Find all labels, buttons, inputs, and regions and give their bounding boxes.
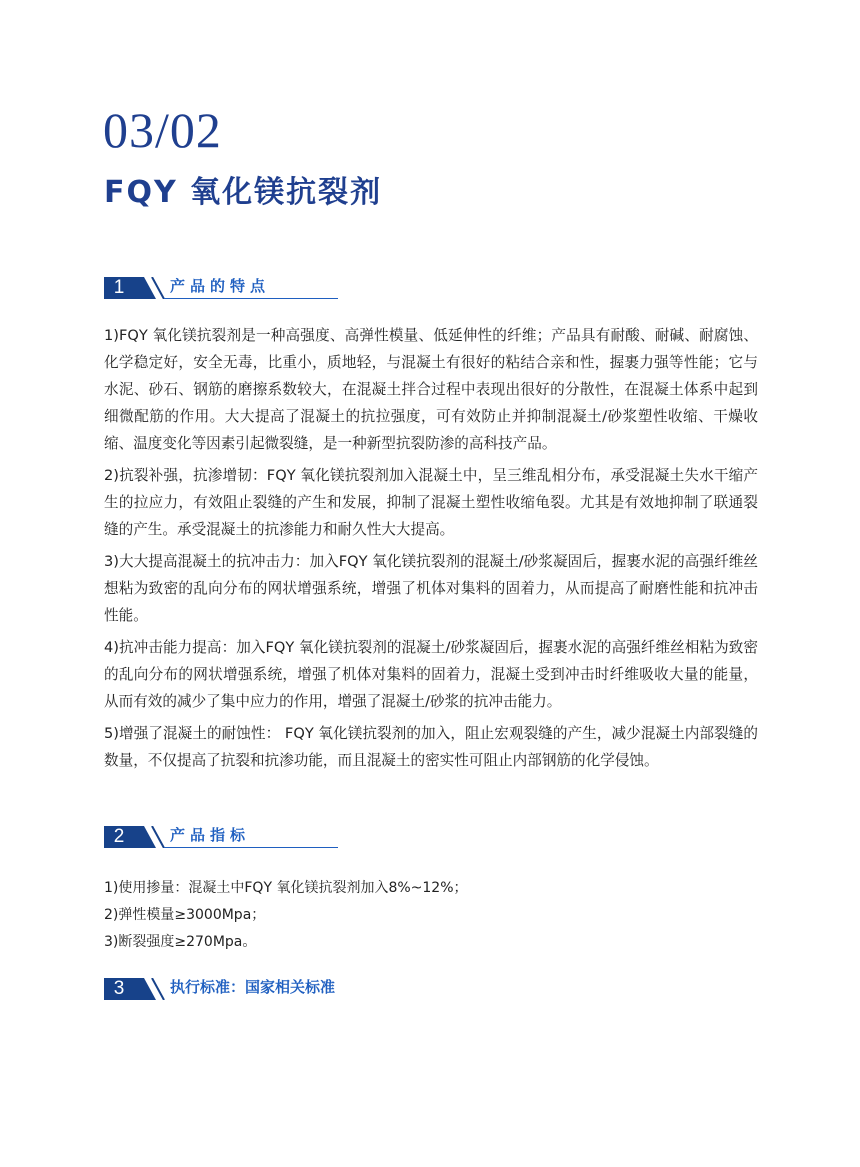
section-header-specs <box>104 826 344 848</box>
feature-paragraph: 3)大大提高混凝土的抗冲击力：加入FQY 氧化镁抗裂剂的混凝土/砂浆凝固后，握裹水泥的高强纤维丝想粘为致密的乱向分布的网状增强系统，增强了机体对集料的固着力，从而提高了耐磨性能和抗冲击性能。 <box>104 553 758 624</box>
spec-item: 1)使用掺量：混凝土中FQY 氧化镁抗裂剂加入8%~12%； <box>104 880 468 896</box>
section-number: 2 <box>113 826 125 847</box>
feature-paragraph: 5)增强了混凝土的耐蚀性： FQY 氧化镁抗裂剂的加入，阻止宏观裂缝的产生，减少混凝土内部裂缝的数量，不仅提高了抗裂和抗渗功能，而且混凝土的密实性可阻止内部钢筋的化学侵蚀。 <box>104 725 758 769</box>
slash-decoration-icon <box>150 978 170 1000</box>
feature-paragraph: 4)抗冲击能力提高：加入FQY 氧化镁抗裂剂的混凝土/砂浆凝固后，握裹水泥的高强纤维丝相粘为致密的乱向分布的网状增强系统，增强了机体对集料的固着力，混凝土受到冲击时纤维吸收大量的能量，从而有效的减少了集中应力的作用，增强了混凝土/砂浆的抗冲击能力。 <box>104 639 758 710</box>
spec-item: 2)弹性模量≥3000Mpa； <box>104 907 266 923</box>
section-header-features <box>104 277 344 299</box>
section-title: 产品指标 <box>170 826 251 844</box>
section-title: 执行标准：国家相关标准 <box>170 978 336 996</box>
section-title: 产品的特点 <box>170 277 271 295</box>
section-number: 1 <box>113 277 125 298</box>
feature-paragraph: 1)FQY 氧化镁抗裂剂是一种高强度、高弹性模量、低延伸性的纤维；产品具有耐酸、耐碱、耐腐蚀、化学稳定好，安全无毒，比重小，质地轻，与混凝土有很好的粘结合亲和性，握裹力强等性能；它与水泥、砂石、钢筋的磨擦系数较大，在混凝土拌合过程中表现出很好的分散性，在混凝土体系中起到细微配筋的作用。大大提高了混凝土的抗拉强度，可有效防止并抑制混凝土/砂浆塑性收缩、干燥收缩、温度变化等因素引起微裂缝，是一种新型抗裂防渗的高科技产品。 <box>104 327 758 452</box>
specs-list <box>104 875 744 956</box>
section-underline <box>164 847 338 848</box>
product-title: FQY 氧化镁抗裂剂 <box>104 175 383 210</box>
feature-paragraph: 2)抗裂补强，抗渗增韧：FQY 氧化镁抗裂剂加入混凝土中，呈三维乱相分布，承受混凝土失水干缩产生的拉应力，有效阻止裂缝的产生和发展，抑制了混凝土塑性收缩龟裂。尤其是有效地抑制了联通裂缝的产生。承受混凝土的抗渗能力和耐久性大大提高。 <box>104 467 758 538</box>
section-header-standards <box>104 978 344 1000</box>
spec-item: 3)断裂强度≥270Mpa。 <box>104 934 257 950</box>
slash-decoration-icon <box>150 277 170 299</box>
section-number: 3 <box>113 978 125 999</box>
slash-decoration-icon <box>150 826 170 848</box>
section-underline <box>164 298 338 299</box>
page-number: 03/02 <box>103 102 222 158</box>
features-body <box>104 322 758 779</box>
